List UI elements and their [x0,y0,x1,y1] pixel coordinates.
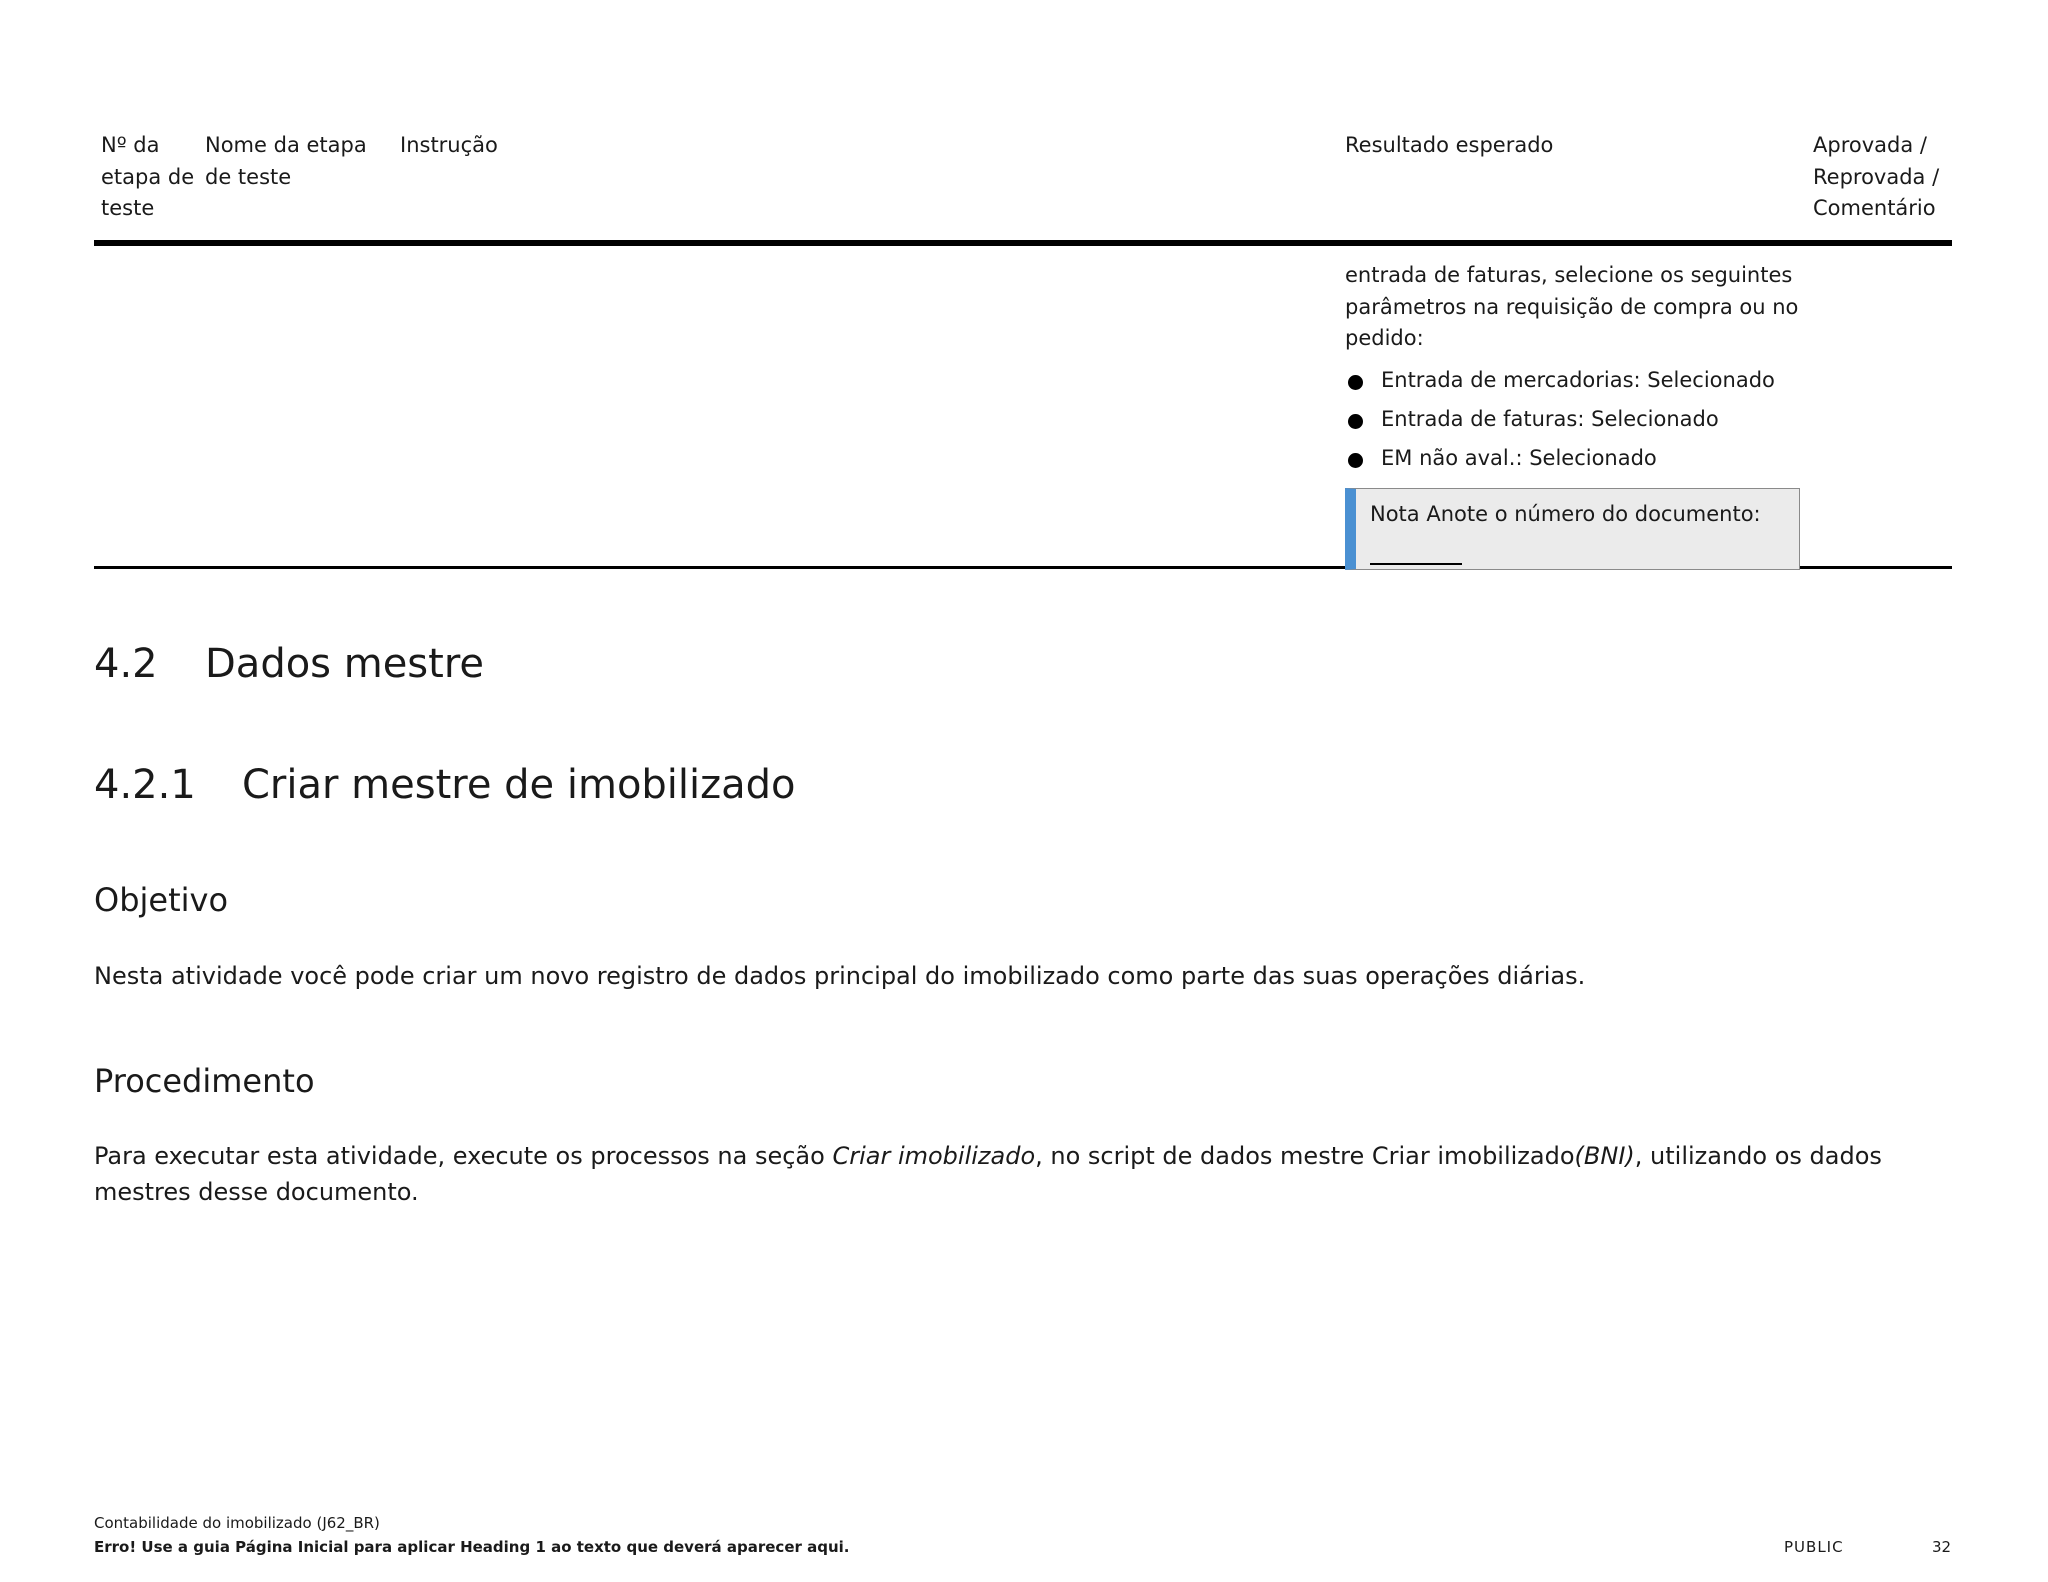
objective-heading: Objetivo [94,881,229,919]
procedure-text-part: Para executar esta atividade, execute os processos na seção [94,1142,833,1170]
table-row [94,246,1952,569]
footer-document-title: Contabilidade do imobilizado (J62_BR) [94,1514,380,1532]
subsection-heading [94,757,796,813]
procedure-text [94,1138,1952,1210]
bullet-icon [1348,453,1363,468]
note-box [1345,488,1800,570]
footer-classification: PUBLIC [1784,1538,1844,1556]
document-number-blank [1370,529,1462,565]
expected-result-cell [1345,260,1805,570]
header-expected-result: Resultado esperado [1345,133,1554,157]
list-item [1345,400,1805,439]
procedure-section-reference: Criar imobilizado [832,1142,1036,1170]
footer-error-text: Erro! Use a guia Página Inicial para aplicar Heading 1 ao texto que deverá aparecer aqui. [94,1538,850,1556]
table-header-row [94,130,1952,246]
procedure-text-part: , no script de dados mestre Criar imobilizado [1035,1142,1575,1170]
procedure-heading: Procedimento [94,1062,315,1100]
objective-text: Nesta atividade você pode criar um novo registro de dados principal do imobilizado como parte das suas operações diárias. [94,962,1586,990]
test-steps-table [94,130,1952,569]
subsection-title: Criar mestre de imobilizado [242,762,796,808]
bullet-icon [1348,414,1363,429]
procedure-text-part: , utilizando os dados mestres desse documento. [94,1142,1882,1206]
header-instruction: Instrução [400,133,498,157]
section-title: Dados mestre [205,641,485,687]
section-number: 4.2 [94,641,158,687]
header-approved-rejected: Aprovada / Reprovada / Comentário [1813,133,1940,220]
list-item-text: Entrada de mercadorias: Selecionado [1381,367,1775,392]
footer-page-number: 32 [1932,1538,1952,1556]
section-heading [94,636,484,692]
note-text: Nota Anote o número do documento: [1370,501,1761,526]
bullet-icon [1348,375,1363,390]
list-item-text: EM não aval.: Selecionado [1381,445,1657,470]
subsection-number: 4.2.1 [94,762,196,808]
list-item [1345,361,1805,400]
list-item [1345,439,1805,478]
document-page [94,0,1952,1582]
parameter-list [1345,361,1805,478]
header-step-name: Nome da etapa de teste [205,133,367,189]
list-item-text: Entrada de faturas: Selecionado [1381,406,1719,431]
procedure-script-code: (BNI) [1574,1142,1635,1170]
header-step-number: Nº da etapa de teste [101,133,195,220]
expected-result-intro: entrada de faturas, selecione os seguintes parâmetros na requisição de compra ou no pedido: [1345,263,1799,350]
